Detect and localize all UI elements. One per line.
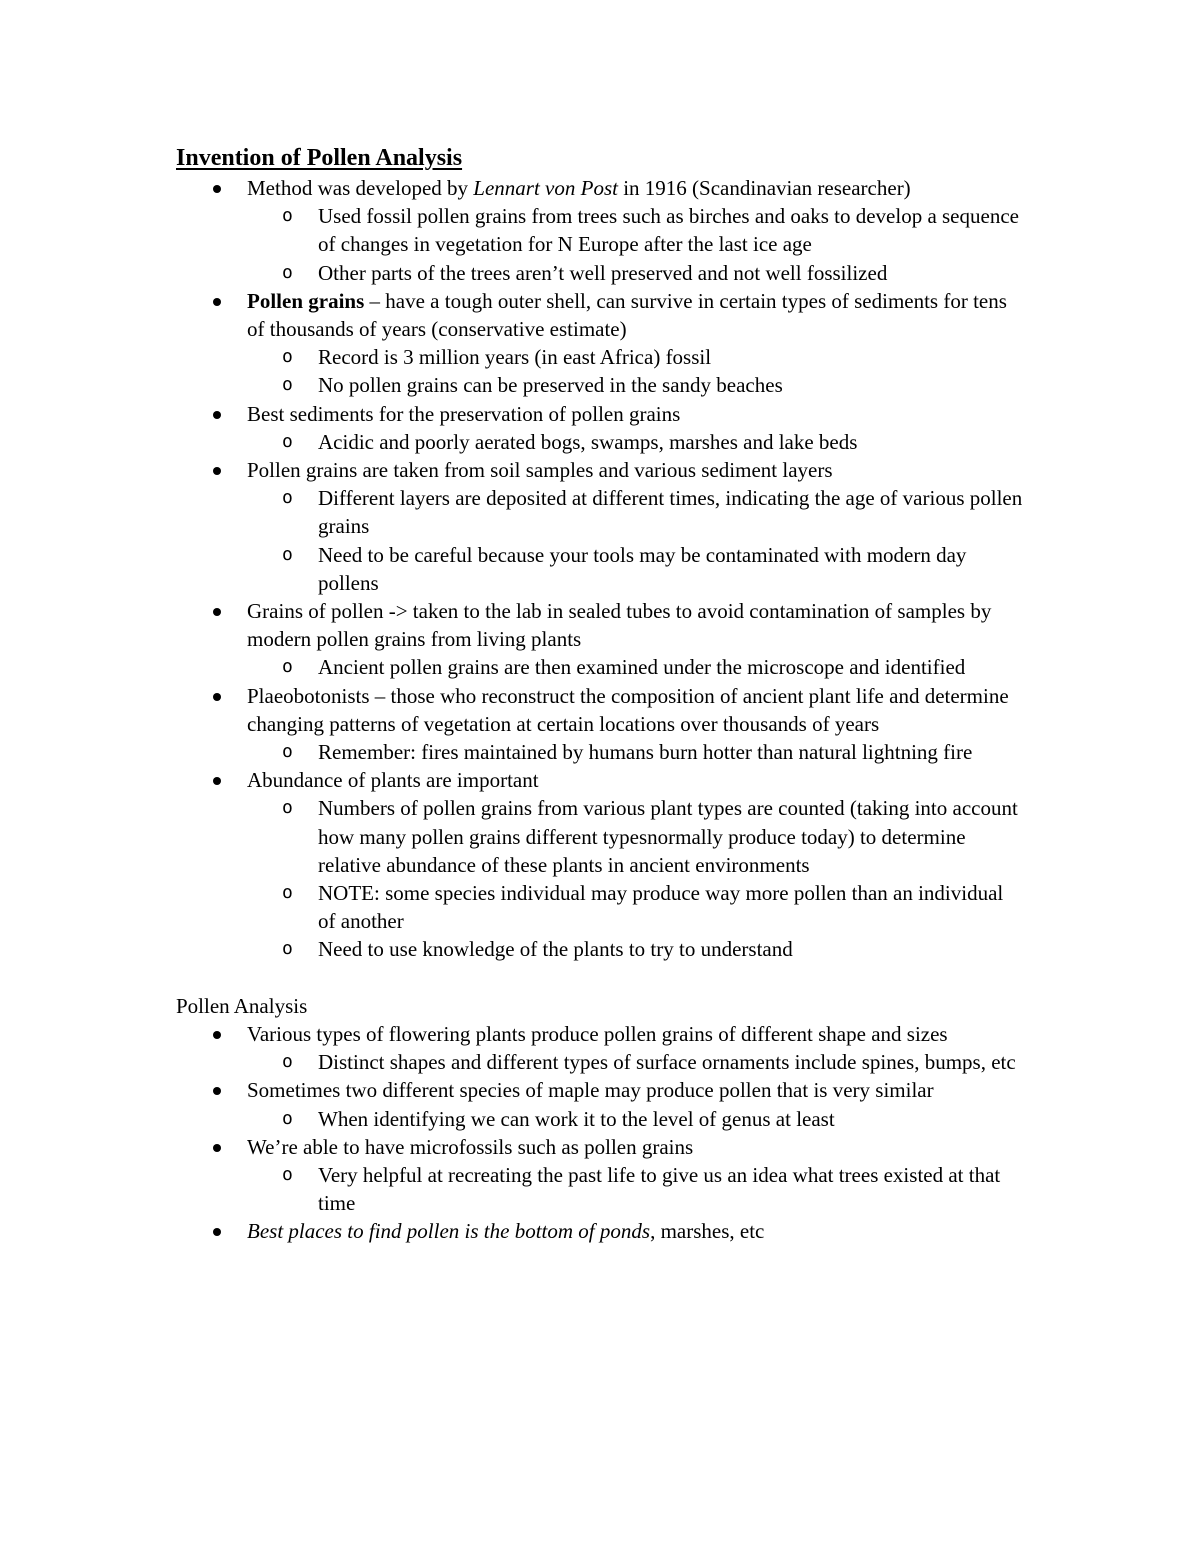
sub-list [247, 738, 1024, 766]
sub-list-item [282, 541, 1024, 597]
bullet-icon [213, 467, 221, 475]
sub-item-text: Different layers are deposited at different times, indicating the age of various pollen grains [318, 486, 1023, 539]
bullet-list-pollen-analysis [176, 1020, 1024, 1246]
list-item [247, 456, 1024, 597]
sub-list [247, 343, 1024, 399]
circle-bullet-icon: o [282, 882, 293, 904]
sub-item-text: Very helpful at recreating the past life to give us an idea what trees existed at that time [318, 1162, 1001, 1216]
circle-bullet-icon: o [282, 205, 293, 227]
sub-list-item [282, 1161, 1024, 1217]
circle-bullet-icon: o [282, 346, 293, 368]
item-text: in 1916 (Scandinavian researcher) [617, 176, 911, 200]
section-title-invention: Invention of Pollen Analysis [176, 145, 463, 171]
sub-list-item [282, 1048, 1024, 1076]
sub-list-item [282, 343, 1024, 371]
bullet-list-invention [176, 174, 1024, 964]
item-text: – have a tough outer shell, can survive in certain types of sediments for tens of thousands of years (conservative estimate) [247, 288, 1007, 342]
sub-item-text: Other parts of the trees aren’t well preserved and not well fossilized [318, 260, 888, 285]
sub-item-text: Ancient pollen grains are then examined under the microscope and identified [318, 655, 966, 680]
item-italic-text: Lennart von Post [473, 176, 618, 200]
list-item [247, 287, 1024, 400]
sub-item-text: Record is 3 million years (in east Africa) fossil [318, 345, 712, 370]
bullet-icon [213, 1087, 221, 1095]
sub-list [247, 428, 1024, 456]
sub-item-text: Distinct shapes and different types of surface ornaments include spines, bumps, etc [318, 1050, 1016, 1075]
circle-bullet-icon: o [282, 1163, 293, 1185]
item-text: Various types of flowering plants produce pollen grains of different shape and sizes [247, 1021, 948, 1046]
item-italic-text: Best places to find pollen is the bottom of ponds [247, 1219, 651, 1244]
sub-list [247, 653, 1024, 681]
list-item [247, 1020, 1024, 1076]
circle-bullet-icon: o [282, 938, 293, 960]
list-item [247, 766, 1024, 963]
list-item [247, 597, 1024, 682]
list-item [247, 1133, 1024, 1218]
bullet-icon [213, 1031, 221, 1039]
bullet-icon [213, 777, 221, 785]
sub-list-item [282, 794, 1024, 879]
sub-item-text: Acidic and poorly aerated bogs, swamps, marshes and lake beds [318, 429, 858, 454]
item-text: Best sediments for the preservation of pollen grains [247, 401, 681, 426]
list-item [247, 682, 1024, 767]
item-text: Pollen grains are taken from soil samples and various sediment layers [247, 458, 833, 483]
list-item [247, 1217, 1024, 1245]
circle-bullet-icon: o [282, 741, 293, 763]
sub-item-text: Numbers of pollen grains from various plant types are counted (taking into account how many pollen grains different typesnormally produce today) to determine relative abundance of these plants in ancient environments [318, 796, 1018, 877]
section-spacer [176, 964, 1024, 992]
sub-list-item [282, 202, 1024, 258]
circle-bullet-icon: o [282, 430, 293, 452]
circle-bullet-icon: o [282, 543, 293, 565]
sub-list-item [282, 653, 1024, 681]
sub-list [247, 1161, 1024, 1217]
sub-item-text: Remember: fires maintained by humans burn hotter than natural lightning fire [318, 740, 973, 765]
sub-list-item [282, 484, 1024, 540]
circle-bullet-icon: o [282, 261, 293, 283]
sub-list [247, 202, 1024, 287]
bullet-icon [213, 1144, 221, 1152]
bullet-icon [213, 185, 221, 193]
sub-item-text: Used fossil pollen grains from trees such as birches and oaks to develop a sequence of changes in vegetation for N Europe after the last ice age [318, 204, 1019, 257]
item-text: , marshes, etc [650, 1219, 765, 1244]
circle-bullet-icon: o [282, 797, 293, 819]
bullet-icon [213, 693, 221, 701]
item-text: Method was developed by [247, 176, 474, 200]
sub-list-item [282, 879, 1024, 935]
sub-list-item [282, 428, 1024, 456]
bullet-icon [213, 298, 221, 306]
sub-item-text: When identifying we can work it to the level of genus at least [318, 1106, 835, 1131]
item-text: Sometimes two different species of maple may produce pollen that is very similar [247, 1078, 934, 1103]
sub-list-item [282, 1105, 1024, 1133]
circle-bullet-icon: o [282, 1107, 293, 1129]
circle-bullet-icon: o [282, 374, 293, 396]
bullet-icon [213, 411, 221, 419]
sub-item-text: Need to use knowledge of the plants to try to understand [318, 937, 793, 962]
sub-list-item [282, 935, 1024, 963]
item-text: Abundance of plants are important [247, 768, 539, 793]
sub-list [247, 794, 1024, 963]
list-item [247, 400, 1024, 456]
list-item [247, 1076, 1024, 1132]
sub-list-item [282, 371, 1024, 399]
sub-item-text: Need to be careful because your tools may be contaminated with modern day pollens [318, 542, 967, 595]
sub-item-text: No pollen grains can be preserved in the sandy beaches [318, 373, 783, 398]
circle-bullet-icon: o [282, 1051, 293, 1073]
item-text: We’re able to have microfossils such as pollen grains [247, 1134, 694, 1159]
bullet-icon [213, 608, 221, 616]
sub-list [247, 484, 1024, 597]
item-bold-text: Pollen grains [247, 288, 365, 313]
item-text: Grains of pollen -> taken to the lab in sealed tubes to avoid contamination of samples by modern pollen grains from living plants [247, 599, 992, 652]
sub-list-item [282, 738, 1024, 766]
circle-bullet-icon: o [282, 487, 293, 509]
sub-item-text: NOTE: some species individual may produce way more pollen than an individual of another [318, 881, 1004, 934]
sub-list [247, 1048, 1024, 1076]
sub-list [247, 1105, 1024, 1133]
list-item [247, 174, 1024, 287]
circle-bullet-icon: o [282, 656, 293, 678]
item-text: Plaeobotonists – those who reconstruct the composition of ancient plant life and determine changing patterns of vegetation at certain locations over thousands of years [247, 683, 1009, 736]
bullet-icon [213, 1228, 221, 1236]
section-title-pollen-analysis: Pollen Analysis [176, 993, 308, 1018]
sub-list-item [282, 259, 1024, 287]
